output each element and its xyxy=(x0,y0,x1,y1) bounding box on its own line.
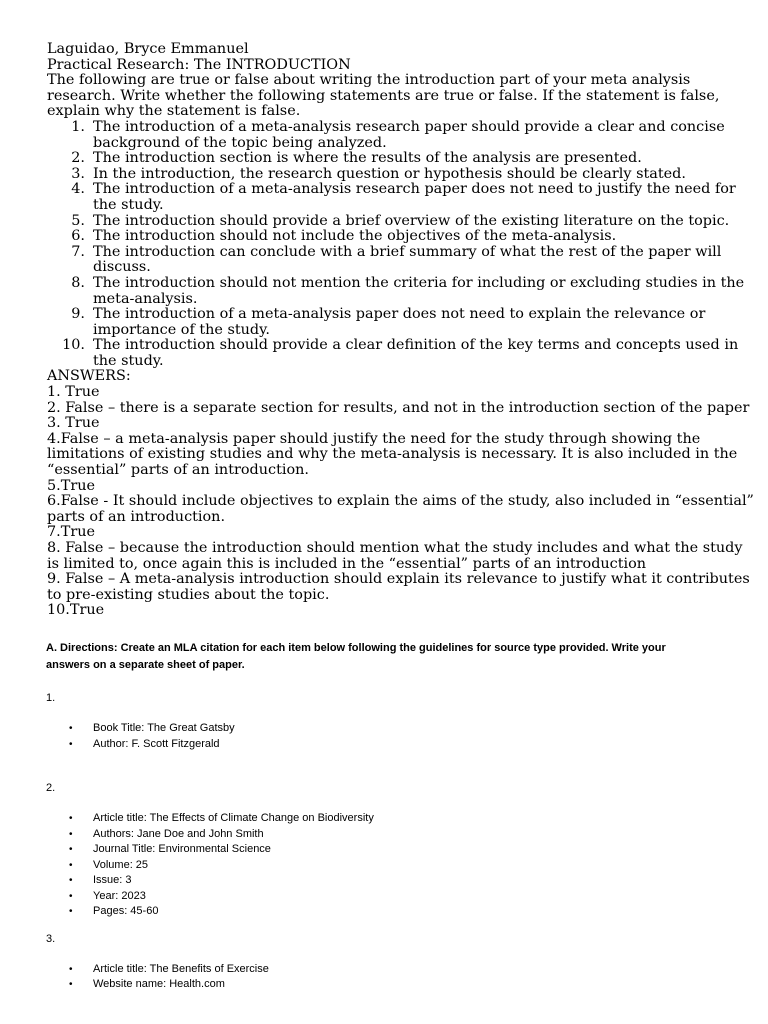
question-number: 1. xyxy=(71,118,85,135)
question-number: 8. xyxy=(71,274,85,291)
question-number: 3. xyxy=(71,165,85,182)
answer-line: “essential” parts of an introduction. xyxy=(47,462,309,479)
question-text: The introduction should not include the objectives of the meta-analysis. xyxy=(93,228,617,245)
answer-line: 1. True xyxy=(47,384,100,401)
answer-line: 10.True xyxy=(47,602,105,619)
question-number: 2. xyxy=(71,150,85,167)
citation-item xyxy=(46,780,726,920)
question-text: The introduction of a meta-analysis research paper should provide a clear and concise xyxy=(93,118,725,135)
instructions-line: The following are true or false about writing the introduction part of your meta analysis xyxy=(47,72,691,89)
question-item xyxy=(47,307,727,338)
answers-heading: ANSWERS: xyxy=(47,368,131,385)
answer-line: to pre-existing studies about the topic. xyxy=(47,586,330,603)
bullet-item: • Issue: 3 xyxy=(46,873,726,889)
bullet-item: • Journal Title: Environmental Science xyxy=(46,842,726,858)
item-number: 1. xyxy=(46,692,56,704)
question-text: The introduction of a meta-analysis paper does not need to explain the relevance or xyxy=(93,306,706,323)
bullet-item: • Authors: Jane Doe and John Smith xyxy=(46,827,726,843)
answer-line: 2. False – there is a separate section for results, and not in the introduction section of the paper xyxy=(47,399,750,416)
mla-citation-section xyxy=(46,640,726,993)
bullet-item: • Book Title: The Great Gatsby xyxy=(46,721,726,737)
question-number: 10. xyxy=(62,337,85,354)
answer-line: 5.True xyxy=(47,477,95,494)
answer-line: is limited to, once again this is included in the “essential” parts of an introduction xyxy=(47,555,647,572)
answer-line: 8. False – because the introduction should mention what the study includes and what the study xyxy=(47,540,743,556)
bullet-list xyxy=(46,962,726,993)
question-text: The introduction should provide a clear definition of the key terms and concepts used in xyxy=(93,337,739,354)
bullet-list xyxy=(46,721,726,752)
directions-text xyxy=(46,640,726,674)
question-text: The introduction can conclude with a brief summary of what the rest of the paper will xyxy=(93,243,722,260)
question-number: 9. xyxy=(71,306,85,323)
bullet-item: • Article title: The Effects of Climate Change on Biodiversity xyxy=(46,811,726,827)
question-item xyxy=(47,245,727,276)
question-text: the study. xyxy=(93,196,164,213)
answer-line: parts of an introduction. xyxy=(47,508,226,525)
question-list xyxy=(47,118,745,370)
citation-item xyxy=(46,690,726,752)
question-text: importance of the study. xyxy=(93,321,270,338)
directions-line: A. Directions: Create an MLA citation for each item below following the guidelines for source type provided. Write your xyxy=(46,642,666,654)
question-item xyxy=(47,120,727,151)
question-item xyxy=(47,212,730,230)
question-text: The introduction section is where the results of the analysis are presented. xyxy=(93,150,642,167)
question-text: The introduction should not mention the criteria for including or excluding studies in the xyxy=(93,274,745,291)
question-number: 7. xyxy=(71,243,85,260)
bullet-item: • Pages: 45-60 xyxy=(46,904,726,920)
instructions-line: research. Write whether the following statements are true or false. If the statement is false, xyxy=(47,87,720,104)
directions-line: answers on a separate sheet of paper. xyxy=(46,659,245,671)
question-item xyxy=(47,167,727,183)
item-number: 3. xyxy=(46,932,56,945)
bullet-item: • Author: F. Scott Fitzgerald xyxy=(46,737,726,753)
bullet-list xyxy=(46,811,726,920)
answers-block xyxy=(47,384,754,619)
question-item xyxy=(47,229,727,245)
question-number: 5. xyxy=(71,212,85,229)
question-text: discuss. xyxy=(93,259,151,276)
question-text: In the introduction, the research question or hypothesis should be clearly stated. xyxy=(93,165,686,182)
question-text: background of the topic being analyzed. xyxy=(93,134,387,151)
question-number: 6. xyxy=(71,228,85,245)
question-item xyxy=(47,151,727,167)
question-text: meta-analysis. xyxy=(93,290,198,307)
bullet-item: • Article title: The Benefits of Exercise xyxy=(46,962,726,978)
citation-item xyxy=(46,931,726,993)
instructions-line: explain why the statement is false. xyxy=(47,103,301,120)
question-text: The introduction of a meta-analysis research paper does not need to justify the need for xyxy=(93,181,736,198)
student-name: Laguidao, Bryce Emmanuel xyxy=(47,41,249,57)
bullet-item: • Year: 2023 xyxy=(46,889,726,905)
item-number: 2. xyxy=(46,782,56,794)
answer-line: 7.True xyxy=(47,524,95,541)
answer-line: 4.False – a meta-analysis paper should justify the need for the study through showing the xyxy=(47,430,701,447)
answer-line: 6.False - It should include objectives to explain the aims of the study, also included in “essential” xyxy=(47,493,754,510)
worksheet-section xyxy=(47,41,754,619)
bullet-item: • Volume: 25 xyxy=(46,858,726,874)
question-item xyxy=(47,181,736,213)
question-item xyxy=(47,337,739,369)
answer-line: 3. True xyxy=(47,415,100,432)
subject-title: Practical Research: The INTRODUCTION xyxy=(47,56,351,73)
answer-line: limitations of existing studies and why the meta-analysis is necessary. It is also included in the xyxy=(47,446,738,463)
question-text: the study. xyxy=(93,352,164,369)
question-text: The introduction should provide a brief overview of the existing literature on the topic. xyxy=(93,212,730,229)
bullet-item: • Website name: Health.com xyxy=(46,977,726,993)
question-item xyxy=(47,274,745,307)
question-number: 4. xyxy=(71,181,85,198)
answer-line: 9. False – A meta-analysis introduction should explain its relevance to justify what it contributes xyxy=(47,571,750,588)
